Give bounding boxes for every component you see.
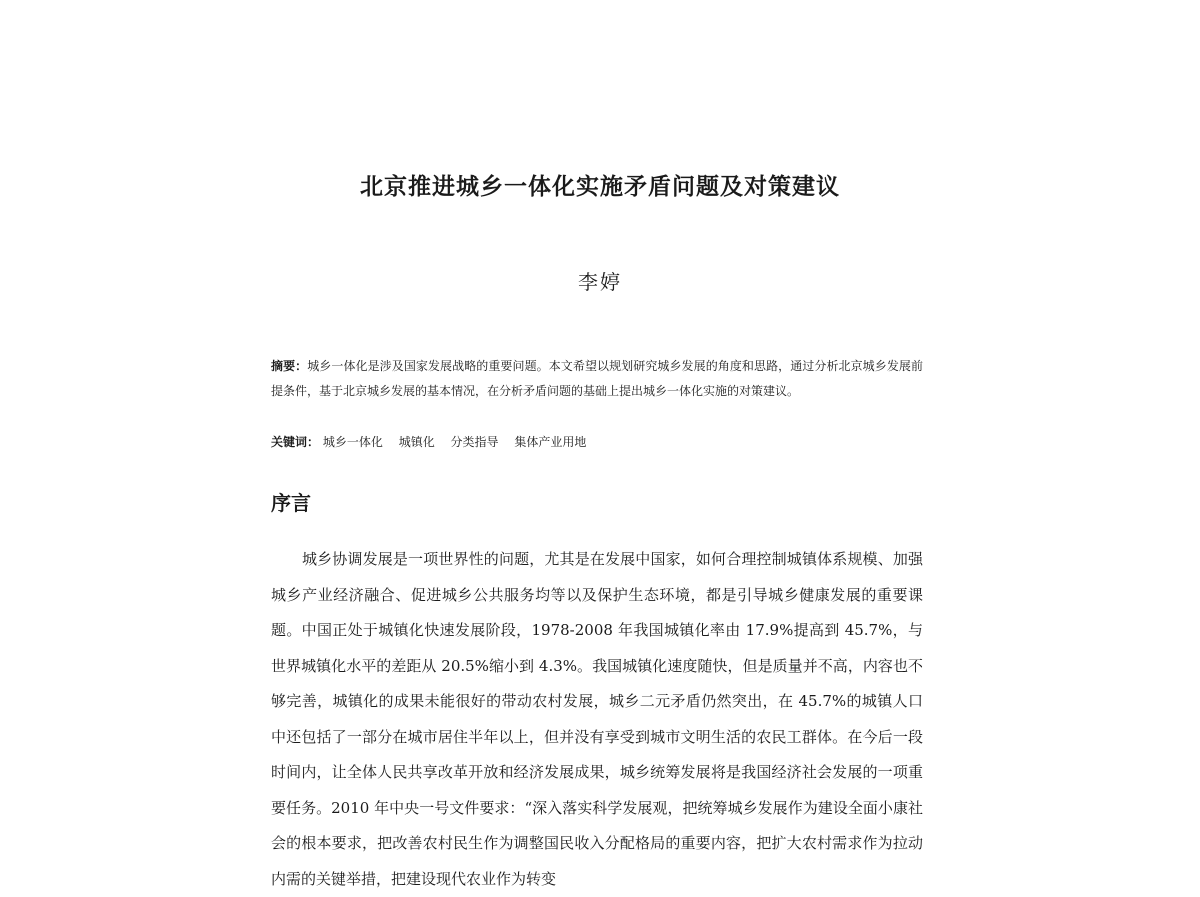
keyword-item: 分类指导 [450,435,499,449]
abstract-text: 城乡一体化是涉及国家发展战略的重要问题。本文希望以规划研究城乡发展的角度和思路，通过分析北京城乡发展前提条件，基于北京城乡发展的基本情况，在分析矛盾问题的基础上提出城乡一体化实施的对策建议。 [271,359,923,398]
keywords [271,430,923,454]
abstract-label: 摘要： [271,359,308,373]
keywords-label: 关键词： [271,435,320,449]
paper-author: 李婷 [578,270,622,294]
paper-title: 北京推进城乡一体化实施矛盾问题及对策建议 [360,174,840,200]
section-heading: 序言 [271,491,311,515]
keyword-item: 城乡一体化 [322,435,383,449]
keyword-item: 城镇化 [398,435,435,449]
body-paragraph: 城乡协调发展是一项世界性的问题，尤其是在发展中国家，如何合理控制城镇体系规模、加强城乡产业经济融合、促进城乡公共服务均等以及保护生态环境，都是引导城乡健康发展的重要课题。中国正处于城镇化快速发展阶段，1978-2008 年我国城镇化率由 17.9%提高到 45.7%，与世界城镇化水平的差距从 20.5%缩小到 4.3%。我国城镇化速度随快，但是质量并不高，内容也不够完善，城镇化的成果未能很好的带动农村发展，城乡二元矛盾仍然突出，在 45.7%的城镇人口中还包括了一部分在城市居住半年以上，但并没有享受到城市文明生活的农民工群体。在今后一段时间内，让全体人民共享改革开放和经济发展成果，城乡统筹发展将是我国经济社会发展的一项重要任务。2010 年中央一号文件要求：“深入落实科学发展观，把统筹城乡发展作为建设全面小康社会的根本要求，把改善农村民生作为调整国民收入分配格局的重要内容，把扩大农村需求作为拉动内需的关键举措，把建设现代农业作为转变 [271,550,923,888]
keyword-item: 集体产业用地 [514,435,587,449]
abstract [271,354,923,404]
